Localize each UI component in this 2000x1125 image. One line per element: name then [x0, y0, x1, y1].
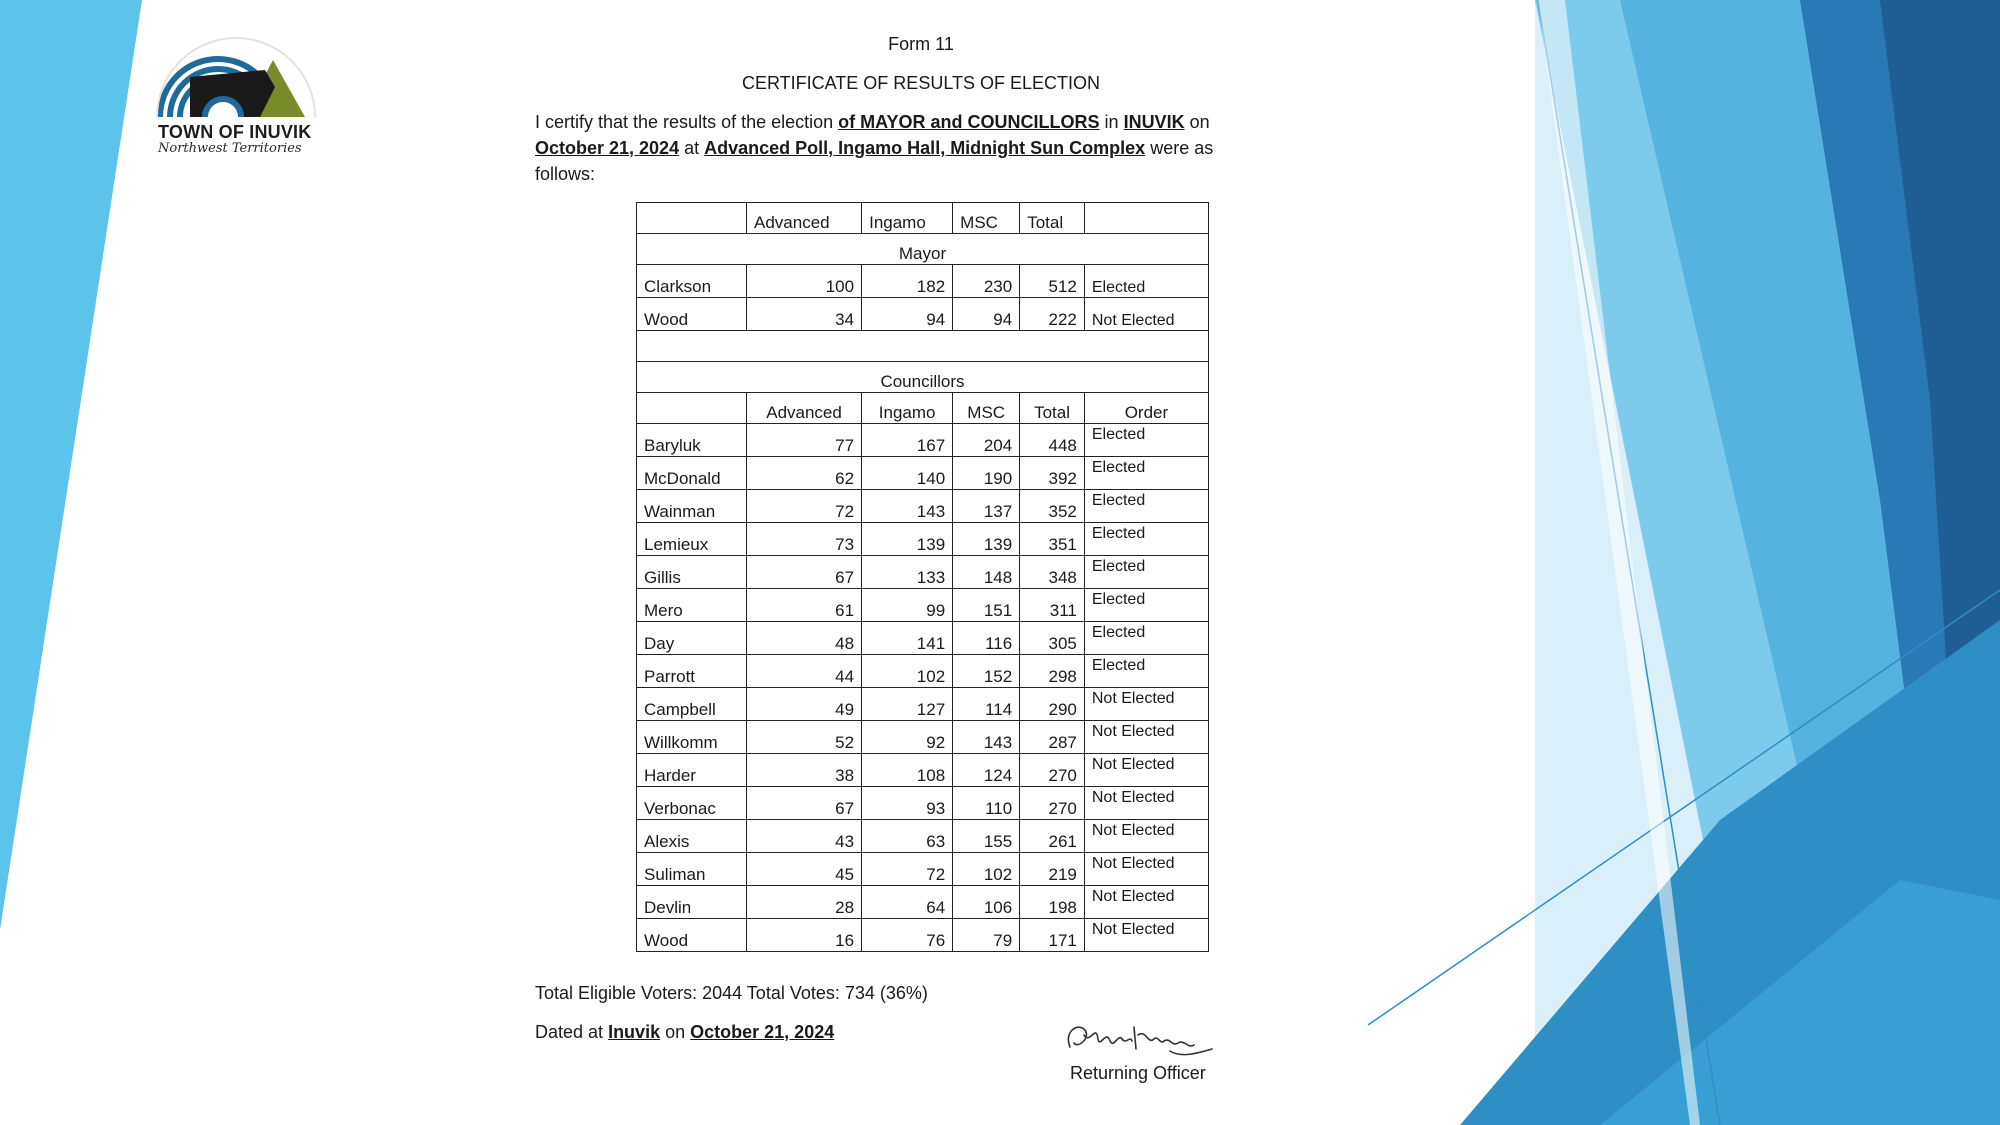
vote-count-total: 222 — [1020, 298, 1085, 331]
vote-count-ingamo: 139 — [862, 523, 953, 556]
form-title: CERTIFICATE OF RESULTS OF ELECTION — [741, 73, 1101, 93]
vote-count-ingamo: 76 — [862, 919, 953, 952]
vote-count-advanced: 73 — [747, 523, 862, 556]
table-row — [637, 919, 1209, 952]
header-cell: MSC — [953, 203, 1020, 234]
vote-count-msc: 124 — [953, 754, 1020, 787]
vote-count-ingamo: 127 — [862, 688, 953, 721]
vote-count-ingamo: 72 — [862, 853, 953, 886]
election-status: Not Elected — [1084, 787, 1208, 820]
table-row — [637, 886, 1209, 919]
vote-count-ingamo: 108 — [862, 754, 953, 787]
vote-count-total: 171 — [1020, 919, 1085, 952]
header-cell: Total — [1020, 203, 1085, 234]
table-row — [637, 556, 1209, 589]
council-header-row — [637, 393, 1209, 424]
vote-count-total: 270 — [1020, 787, 1085, 820]
election-status: Not Elected — [1084, 886, 1208, 919]
vote-count-ingamo: 92 — [862, 721, 953, 754]
vote-count-ingamo: 133 — [862, 556, 953, 589]
vote-count-advanced: 67 — [747, 787, 862, 820]
cert-line-1 — [535, 112, 1210, 133]
cert-date: October 21, 2024 — [535, 138, 680, 158]
table-row — [637, 265, 1209, 298]
vote-count-advanced: 49 — [747, 688, 862, 721]
vote-count-ingamo: 99 — [862, 589, 953, 622]
dated-prefix: Dated at — [535, 1022, 604, 1042]
header-cell: Advanced — [747, 393, 862, 424]
vote-count-ingamo: 93 — [862, 787, 953, 820]
vote-count-advanced: 44 — [747, 655, 862, 688]
section-label-mayor: Mayor — [637, 234, 1209, 265]
vote-count-advanced: 100 — [747, 265, 862, 298]
vote-count-advanced: 67 — [747, 556, 862, 589]
vote-count-msc: 155 — [953, 820, 1020, 853]
vote-count-advanced: 62 — [747, 457, 862, 490]
vote-count-msc: 94 — [953, 298, 1020, 331]
vote-count-advanced: 16 — [747, 919, 862, 952]
vote-count-advanced: 52 — [747, 721, 862, 754]
vote-count-msc: 137 — [953, 490, 1020, 523]
dated-line — [535, 1022, 834, 1043]
vote-count-total: 198 — [1020, 886, 1085, 919]
election-status: Elected — [1084, 424, 1208, 457]
table-row — [637, 622, 1209, 655]
logo-name: TOWN OF INUVIK — [158, 122, 312, 142]
vote-count-msc: 143 — [953, 721, 1020, 754]
election-status: Not Elected — [1084, 919, 1208, 952]
candidate-name: Day — [637, 622, 747, 655]
candidate-name: Campbell — [637, 688, 747, 721]
election-status: Elected — [1084, 622, 1208, 655]
vote-count-ingamo: 63 — [862, 820, 953, 853]
dated-date: October 21, 2024 — [690, 1022, 835, 1042]
form-number: Form 11 — [888, 34, 954, 54]
vote-count-total: 352 — [1020, 490, 1085, 523]
vote-count-total: 219 — [1020, 853, 1085, 886]
table-row — [637, 688, 1209, 721]
vote-count-advanced: 28 — [747, 886, 862, 919]
candidate-name: Gillis — [637, 556, 747, 589]
dated-place: Inuvik — [608, 1022, 661, 1042]
vote-count-advanced: 34 — [747, 298, 862, 331]
election-status: Elected — [1084, 490, 1208, 523]
election-status: Not Elected — [1084, 820, 1208, 853]
header-cell: Order — [1084, 393, 1208, 424]
vote-count-total: 512 — [1020, 265, 1085, 298]
vote-count-msc: 79 — [953, 919, 1020, 952]
vote-count-total: 311 — [1020, 589, 1085, 622]
election-status: Elected — [1084, 457, 1208, 490]
table-row — [637, 298, 1209, 331]
candidate-name: Parrott — [637, 655, 747, 688]
vote-count-total: 298 — [1020, 655, 1085, 688]
vote-count-advanced: 77 — [747, 424, 862, 457]
header-cell — [1084, 203, 1208, 234]
candidate-name: Wainman — [637, 490, 747, 523]
cert-suffix: were as — [1150, 138, 1214, 158]
vote-count-advanced: 72 — [747, 490, 862, 523]
table-row — [637, 787, 1209, 820]
table-row — [637, 853, 1209, 886]
cert-location: Advanced Poll, Ingamo Hall, Midnight Sun Complex — [704, 138, 1146, 158]
candidate-name: McDonald — [637, 457, 747, 490]
candidate-name: Wood — [637, 298, 747, 331]
vote-count-advanced: 61 — [747, 589, 862, 622]
table-row — [637, 820, 1209, 853]
section-label-councillors: Councillors — [637, 362, 1209, 393]
vote-count-msc: 102 — [953, 853, 1020, 886]
vote-count-total: 261 — [1020, 820, 1085, 853]
vote-count-advanced: 38 — [747, 754, 862, 787]
vote-count-ingamo: 94 — [862, 298, 953, 331]
vote-count-msc: 106 — [953, 886, 1020, 919]
vote-count-msc: 152 — [953, 655, 1020, 688]
election-status: Not Elected — [1084, 754, 1208, 787]
vote-count-total: 305 — [1020, 622, 1085, 655]
header-cell — [637, 393, 747, 424]
mayor-section-row — [637, 234, 1209, 265]
vote-count-ingamo: 140 — [862, 457, 953, 490]
election-status: Not Elected — [1084, 688, 1208, 721]
candidate-name: Devlin — [637, 886, 747, 919]
header-cell: Total — [1020, 393, 1085, 424]
table-row — [637, 457, 1209, 490]
vote-count-msc: 151 — [953, 589, 1020, 622]
header-cell: Ingamo — [862, 203, 953, 234]
cert-line-2 — [535, 138, 1213, 159]
cert-prefix: I certify that the results of the election — [535, 112, 834, 132]
election-status: Not Elected — [1084, 298, 1208, 331]
vote-count-advanced: 45 — [747, 853, 862, 886]
results-table — [636, 202, 1209, 952]
vote-count-msc: 110 — [953, 787, 1020, 820]
vote-count-msc: 114 — [953, 688, 1020, 721]
vote-count-ingamo: 182 — [862, 265, 953, 298]
election-status: Elected — [1084, 556, 1208, 589]
council-section-row — [637, 362, 1209, 393]
dated-on: on — [665, 1022, 686, 1042]
vote-count-ingamo: 167 — [862, 424, 953, 457]
vote-count-total: 348 — [1020, 556, 1085, 589]
election-status: Elected — [1084, 589, 1208, 622]
table-row — [637, 589, 1209, 622]
table-row — [637, 754, 1209, 787]
vote-count-advanced: 43 — [747, 820, 862, 853]
election-status: Not Elected — [1084, 721, 1208, 754]
vote-count-msc: 230 — [953, 265, 1020, 298]
election-status: Elected — [1084, 523, 1208, 556]
vote-count-msc: 204 — [953, 424, 1020, 457]
candidate-name: Suliman — [637, 853, 747, 886]
vote-count-ingamo: 102 — [862, 655, 953, 688]
candidate-name: Wood — [637, 919, 747, 952]
header-cell: MSC — [953, 393, 1020, 424]
spacer-cell — [637, 331, 1209, 362]
spacer-row — [637, 331, 1209, 362]
table-row — [637, 523, 1209, 556]
left-blue-shape — [0, 0, 142, 930]
vote-count-ingamo: 64 — [862, 886, 953, 919]
vote-count-msc: 190 — [953, 457, 1020, 490]
election-status: Elected — [1084, 265, 1208, 298]
table-row — [637, 424, 1209, 457]
election-status: Elected — [1084, 655, 1208, 688]
vote-count-ingamo: 141 — [862, 622, 953, 655]
results-body — [637, 203, 1209, 952]
candidate-name: Alexis — [637, 820, 747, 853]
table-row — [637, 490, 1209, 523]
candidate-name: Willkomm — [637, 721, 747, 754]
candidate-name: Harder — [637, 754, 747, 787]
vote-count-total: 392 — [1020, 457, 1085, 490]
cert-place: INUVIK — [1123, 112, 1185, 132]
cert-at: at — [684, 138, 700, 158]
cert-election: of MAYOR and COUNCILLORS — [838, 112, 1100, 132]
vote-count-total: 287 — [1020, 721, 1085, 754]
header-cell: Advanced — [747, 203, 862, 234]
vote-count-msc: 116 — [953, 622, 1020, 655]
cert-line-3: follows: — [535, 164, 596, 184]
vote-count-msc: 139 — [953, 523, 1020, 556]
table-row — [637, 655, 1209, 688]
table-row — [637, 721, 1209, 754]
candidate-name: Lemieux — [637, 523, 747, 556]
candidate-name: Clarkson — [637, 265, 747, 298]
returning-officer-label: Returning Officer — [1070, 1063, 1206, 1083]
vote-count-total: 290 — [1020, 688, 1085, 721]
candidate-name: Mero — [637, 589, 747, 622]
election-status: Not Elected — [1084, 853, 1208, 886]
vote-count-advanced: 48 — [747, 622, 862, 655]
vote-count-ingamo: 143 — [862, 490, 953, 523]
mayor-header-row — [637, 203, 1209, 234]
header-cell — [637, 203, 747, 234]
candidate-name: Verbonac — [637, 787, 747, 820]
header-cell: Ingamo — [862, 393, 953, 424]
cert-on: on — [1189, 112, 1210, 132]
candidate-name: Baryluk — [637, 424, 747, 457]
logo-subtitle: Northwest Territories — [158, 141, 302, 156]
vote-count-total: 351 — [1020, 523, 1085, 556]
cert-in: in — [1104, 112, 1119, 132]
vote-count-total: 448 — [1020, 424, 1085, 457]
vote-count-total: 270 — [1020, 754, 1085, 787]
vote-totals: Total Eligible Voters: 2044 Total Votes: 734 (36%) — [535, 983, 928, 1003]
signature-image — [1062, 1015, 1222, 1065]
vote-count-msc: 148 — [953, 556, 1020, 589]
